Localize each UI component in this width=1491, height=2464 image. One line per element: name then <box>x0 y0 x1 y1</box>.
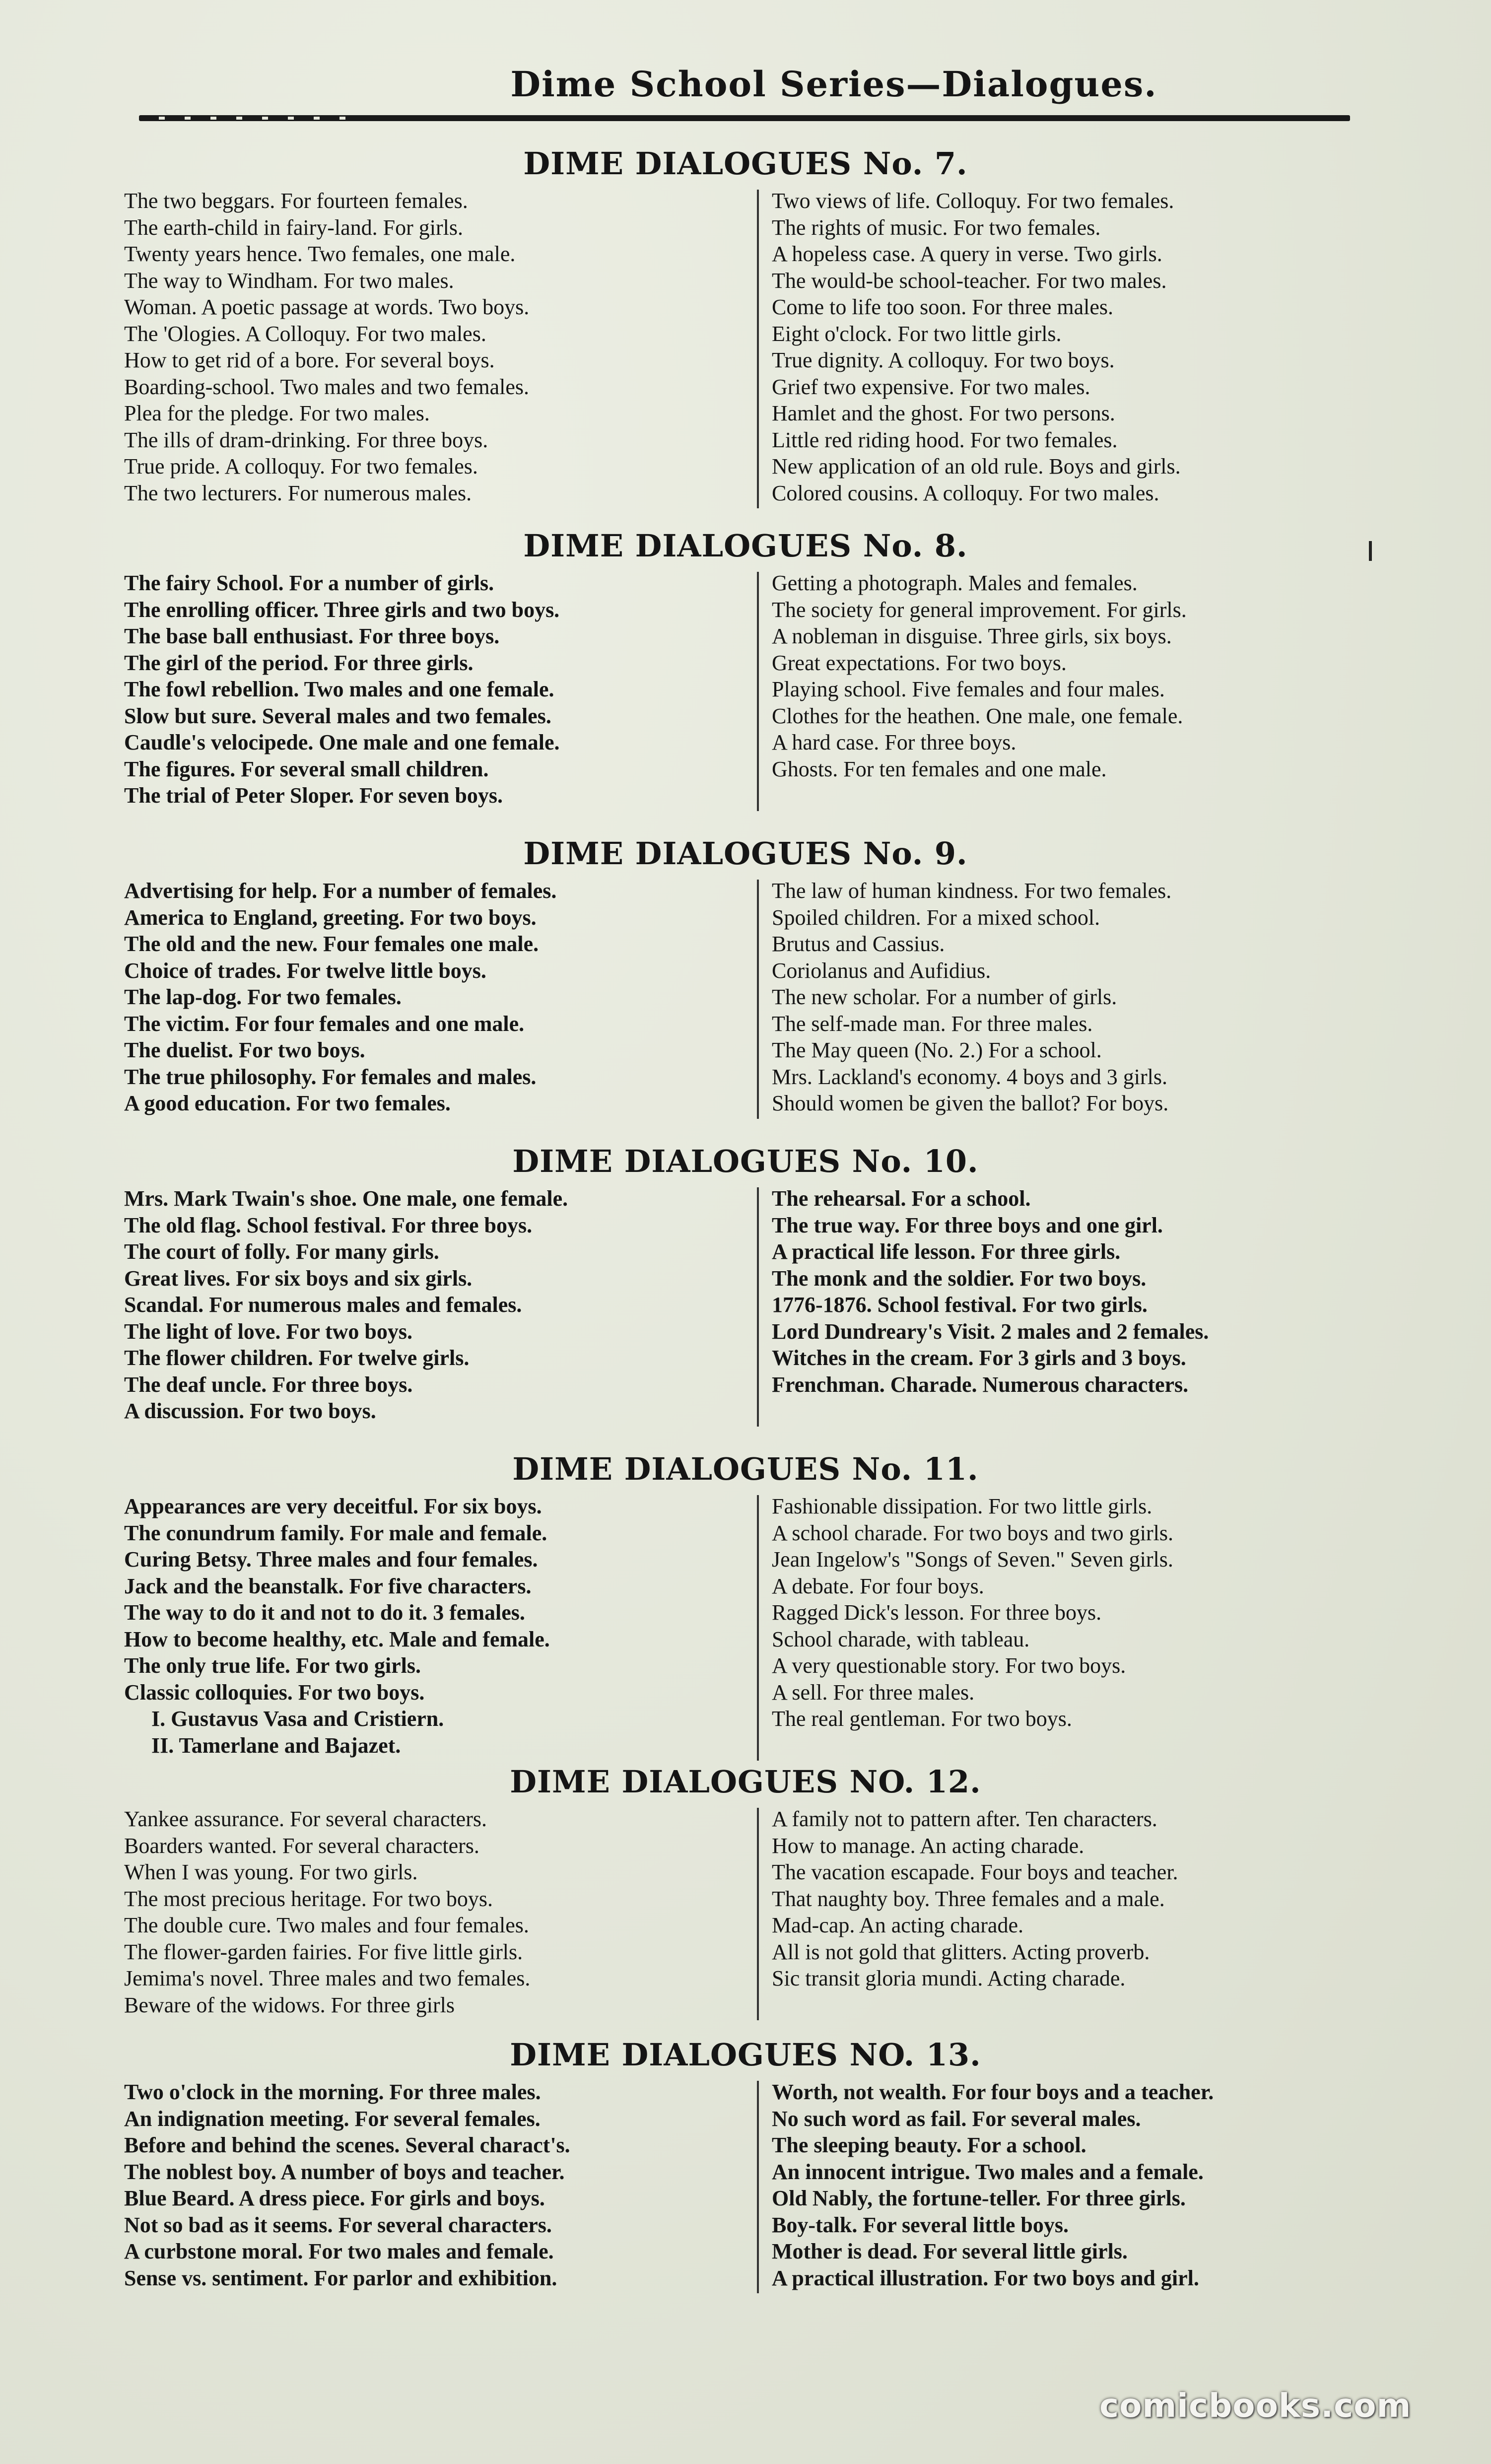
dialogue-entry: Mad-cap. An acting charade. <box>772 1913 1023 1937</box>
dialogue-entry: Woman. A poetic passage at words. Two boys. <box>124 295 530 319</box>
dialogue-entry: A debate. For four boys. <box>772 1574 984 1598</box>
dialogue-entry: Jean Ingelow's "Songs of Seven." Seven girls. <box>772 1547 1173 1572</box>
dialogue-entry: True dignity. A colloquy. For two boys. <box>772 348 1115 372</box>
dialogue-entry: The court of folly. For many girls. <box>124 1239 439 1264</box>
dialogue-entry: Great expectations. For two boys. <box>772 650 1067 675</box>
dialogue-entry: The way to do it and not to do it. 3 females. <box>124 1600 525 1625</box>
dialogue-entry: The ills of dram-drinking. For three boys. <box>124 427 488 452</box>
dialogue-list-left <box>124 2079 754 2291</box>
section-title: DIME DIALOGUES NO. 12. <box>510 1764 981 1800</box>
dialogue-entry: The only true life. For two girls. <box>124 1653 421 1678</box>
dialogue-entry: Mrs. Mark Twain's shoe. One male, one female. <box>124 1186 568 1211</box>
dialogue-entry: Sic transit gloria mundi. Acting charade. <box>772 1966 1126 1990</box>
column-divider <box>757 2081 759 2293</box>
dialogue-list-left <box>124 1806 754 2018</box>
dialogue-entry: Plea for the pledge. For two males. <box>124 401 430 425</box>
dialogue-entry: Come to life too soon. For three males. <box>772 295 1113 319</box>
dialogue-entry: The trial of Peter Sloper. For seven boys. <box>124 783 503 808</box>
watermark: comicbooks.com <box>1099 2387 1412 2425</box>
page-header: Dime School Series—Dialogues. <box>510 64 1157 105</box>
dialogue-entry: A nobleman in disguise. Three girls, six boys. <box>772 624 1172 648</box>
dialogue-entry: The earth-child in fairy-land. For girls. <box>124 215 464 240</box>
dialogue-entry: A school charade. For two boys and two girls. <box>772 1520 1173 1545</box>
dialogue-list-right <box>772 1493 1382 1732</box>
dialogue-entry: The fairy School. For a number of girls. <box>124 571 494 595</box>
dialogue-entry: A discussion. For two boys. <box>124 1399 376 1423</box>
column-divider <box>757 880 759 1119</box>
dialogue-entry: Grief two expensive. For two males. <box>772 374 1090 399</box>
dialogue-entry: The old and the new. Four females one male. <box>124 932 539 956</box>
dialogue-list-left <box>124 878 754 1117</box>
dialogue-entry: Jemima's novel. Three males and two females. <box>124 1966 531 1990</box>
section-title: DIME DIALOGUES No. 10. <box>512 1143 979 1179</box>
dialogue-entry: Clothes for the heathen. One male, one female. <box>772 703 1183 728</box>
dialogue-entry: A good education. For two females. <box>124 1091 451 1115</box>
dialogue-list-right <box>772 2079 1382 2291</box>
dialogue-entry: America to England, greeting. For two boys. <box>124 905 537 930</box>
dialogue-entry: An innocent intrigue. Two males and a female. <box>772 2159 1204 2184</box>
dialogue-entry: Yankee assurance. For several characters. <box>124 1807 487 1831</box>
dialogue-entry: Fashionable dissipation. For two little girls. <box>772 1494 1152 1518</box>
dialogue-entry: Sense vs. sentiment. For parlor and exhibition. <box>124 2265 557 2290</box>
dialogue-entry: The enrolling officer. Three girls and two boys. <box>124 597 560 622</box>
dialogue-entry: Ghosts. For ten females and one male. <box>772 756 1107 781</box>
dialogue-entry: A sell. For three males. <box>772 1680 975 1705</box>
dialogue-entry: Witches in the cream. For 3 girls and 3 boys. <box>772 1346 1186 1370</box>
dialogue-entry: Spoiled children. For a mixed school. <box>772 905 1100 930</box>
dialogue-entry: The society for general improvement. For girls. <box>772 597 1187 622</box>
dialogue-entry: The noblest boy. A number of boys and teacher. <box>124 2159 565 2184</box>
dialogue-entry: How to manage. An acting charade. <box>772 1833 1084 1858</box>
dialogue-entry: The sleeping beauty. For a school. <box>772 2133 1086 2157</box>
dialogue-entry: A curbstone moral. For two males and female. <box>124 2239 554 2263</box>
dialogue-entry: The lap-dog. For two females. <box>124 985 402 1009</box>
dialogue-entry: Colored cousins. A colloquy. For two males. <box>772 480 1159 505</box>
dialogue-entry: Two views of life. Colloquy. For two females. <box>772 189 1174 213</box>
dialogue-entry: The duelist. For two boys. <box>124 1038 365 1062</box>
dialogue-entry: The monk and the soldier. For two boys. <box>772 1266 1147 1291</box>
dialogue-entry: Appearances are very deceitful. For six boys. <box>124 1494 542 1518</box>
dialogue-entry: No such word as fail. For several males. <box>772 2106 1141 2131</box>
dialogue-entry: The two beggars. For fourteen females. <box>124 189 468 213</box>
section-title: DIME DIALOGUES No. 8. <box>523 528 968 564</box>
dialogue-entry: A hard case. For three boys. <box>772 730 1017 754</box>
dialogue-entry: The flower-garden fairies. For five little girls. <box>124 1939 523 1964</box>
dialogue-list-left <box>124 188 754 506</box>
dialogue-entry: The deaf uncle. For three boys. <box>124 1372 413 1397</box>
dialogue-entry: Playing school. Five females and four males. <box>772 677 1165 701</box>
dialogue-entry: Boy-talk. For several little boys. <box>772 2212 1069 2237</box>
dialogue-entry: New application of an old rule. Boys and girls. <box>772 454 1181 479</box>
dialogue-entry: The base ball enthusiast. For three boys. <box>124 624 500 648</box>
dialogue-entry: A practical illustration. For two boys and girl. <box>772 2265 1199 2290</box>
dialogue-entry: Beware of the widows. For three girls <box>124 1992 455 2017</box>
dialogue-entry: The fowl rebellion. Two males and one female. <box>124 677 554 701</box>
dialogue-entry: Eight o'clock. For two little girls. <box>772 321 1062 346</box>
dialogue-entry: Lord Dundreary's Visit. 2 males and 2 females. <box>772 1319 1209 1344</box>
dialogue-entry: Not so bad as it seems. For several characters. <box>124 2212 552 2237</box>
dialogue-list-right <box>772 188 1382 506</box>
dialogue-entry: True pride. A colloquy. For two females. <box>124 454 478 479</box>
header-rule <box>139 115 1350 121</box>
dialogue-entry: Curing Betsy. Three males and four females. <box>124 1547 538 1572</box>
dialogue-entry: Mother is dead. For several little girls. <box>772 2239 1128 2263</box>
dialogue-entry: Boarders wanted. For several characters. <box>124 1833 479 1858</box>
dialogue-entry: Choice of trades. For twelve little boys. <box>124 958 486 983</box>
dialogue-list-left <box>124 1493 754 1759</box>
dialogue-entry: School charade, with tableau. <box>772 1627 1030 1651</box>
dialogue-entry: The law of human kindness. For two females. <box>772 879 1172 903</box>
column-divider <box>757 1187 759 1427</box>
dialogue-entry: The light of love. For two boys. <box>124 1319 412 1344</box>
dialogue-entry: The way to Windham. For two males. <box>124 268 454 293</box>
dialogue-entry: The May queen (No. 2.) For a school. <box>772 1038 1102 1062</box>
dialogue-entry: The double cure. Two males and four females. <box>124 1913 529 1937</box>
dialogue-entry: Jack and the beanstalk. For five characters. <box>124 1574 532 1598</box>
column-divider <box>757 572 759 811</box>
dialogue-entry: Worth, not wealth. For four boys and a teacher. <box>772 2080 1214 2104</box>
dialogue-entry: The true way. For three boys and one girl. <box>772 1213 1163 1237</box>
dialogue-entry: The old flag. School festival. For three boys. <box>124 1213 533 1237</box>
dialogue-entry: Boarding-school. Two males and two females. <box>124 374 530 399</box>
dialogue-entry: Twenty years hence. Two females, one male. <box>124 242 516 266</box>
dialogue-entry: The most precious heritage. For two boys. <box>124 1886 493 1911</box>
dialogue-entry: An indignation meeting. For several females. <box>124 2106 541 2131</box>
dialogue-list-right <box>772 1185 1382 1398</box>
dialogue-entry: The girl of the period. For three girls. <box>124 650 474 675</box>
dialogue-entry: Slow but sure. Several males and two females. <box>124 703 551 728</box>
dialogue-entry: Before and behind the scenes. Several charact's. <box>124 2133 570 2157</box>
dialogue-entry: Getting a photograph. Males and females. <box>772 571 1138 595</box>
dialogue-entry: The 'Ologies. A Colloquy. For two males. <box>124 321 486 346</box>
dialogue-entry: Coriolanus and Aufidius. <box>772 958 991 983</box>
dialogue-entry: Little red riding hood. For two females. <box>772 427 1118 452</box>
dialogue-entry: The flower children. For twelve girls. <box>124 1346 470 1370</box>
dialogue-entry: How to get rid of a bore. For several boys. <box>124 348 495 372</box>
dialogue-entry: 1776-1876. School festival. For two girls. <box>772 1293 1148 1317</box>
dialogue-list-right <box>772 878 1382 1117</box>
dialogue-list-left <box>124 570 754 809</box>
section-title: DIME DIALOGUES No. 11. <box>512 1451 979 1487</box>
dialogue-entry: Hamlet and the ghost. For two persons. <box>772 401 1115 425</box>
dialogue-entry: The vacation escapade. Four boys and teacher. <box>772 1860 1178 1884</box>
dialogue-entry: Ragged Dick's lesson. For three boys. <box>772 1600 1102 1625</box>
dialogue-entry: The conundrum family. For male and female. <box>124 1520 547 1545</box>
column-divider <box>757 190 759 508</box>
dialogue-entry: Two o'clock in the morning. For three males. <box>124 2080 541 2104</box>
dialogue-entry: Advertising for help. For a number of females. <box>124 879 557 903</box>
dialogue-list-left <box>124 1185 754 1425</box>
dialogue-entry: A hopeless case. A query in verse. Two girls. <box>772 242 1162 266</box>
dialogue-entry: I. Gustavus Vasa and Cristiern. <box>151 1707 444 1731</box>
section-title: DIME DIALOGUES No. 9. <box>523 835 968 872</box>
dialogue-entry: Caudle's velocipede. One male and one female. <box>124 730 560 754</box>
dialogue-list-right <box>772 1806 1382 1992</box>
dialogue-entry: Should women be given the ballot? For boys. <box>772 1091 1169 1115</box>
dialogue-entry: The would-be school-teacher. For two males. <box>772 268 1167 293</box>
dialogue-entry: Frenchman. Charade. Numerous characters. <box>772 1372 1189 1397</box>
dialogue-entry: Blue Beard. A dress piece. For girls and boys. <box>124 2186 545 2210</box>
dialogue-entry: A practical life lesson. For three girls. <box>772 1239 1121 1264</box>
dialogue-entry: Old Nably, the fortune-teller. For three girls. <box>772 2186 1186 2210</box>
section-title: DIME DIALOGUES No. 7. <box>523 145 968 182</box>
section-title: DIME DIALOGUES NO. 13. <box>510 2037 981 2073</box>
dialogue-entry: Classic colloquies. For two boys. <box>124 1680 425 1705</box>
dialogue-entry: The real gentleman. For two boys. <box>772 1707 1072 1731</box>
dialogue-entry: The rehearsal. For a school. <box>772 1186 1031 1211</box>
dialogue-entry: The self-made man. For three males. <box>772 1011 1093 1036</box>
dialogue-entry: II. Tamerlane and Bajazet. <box>151 1733 401 1758</box>
dialogue-entry: A family not to pattern after. Ten characters. <box>772 1807 1157 1831</box>
dialogue-entry: Mrs. Lackland's economy. 4 boys and 3 girls. <box>772 1064 1167 1089</box>
dialogue-entry: The victim. For four females and one male. <box>124 1011 525 1036</box>
dialogue-entry: The new scholar. For a number of girls. <box>772 985 1117 1009</box>
dialogue-entry: Scandal. For numerous males and females. <box>124 1293 522 1317</box>
dialogue-entry: The two lecturers. For numerous males. <box>124 480 472 505</box>
dialogue-entry: The true philosophy. For females and males. <box>124 1064 537 1089</box>
column-divider <box>757 1808 759 2020</box>
dialogue-entry: That naughty boy. Three females and a male. <box>772 1886 1165 1911</box>
dialogue-entry: How to become healthy, etc. Male and female. <box>124 1627 550 1651</box>
dialogue-entry: The figures. For several small children. <box>124 756 489 781</box>
dialogue-entry: Brutus and Cassius. <box>772 932 945 956</box>
column-divider <box>757 1495 759 1761</box>
dialogue-entry: A very questionable story. For two boys. <box>772 1653 1126 1678</box>
dialogue-entry: When I was young. For two girls. <box>124 1860 418 1884</box>
dialogue-list-right <box>772 570 1382 782</box>
dialogue-entry: The rights of music. For two females. <box>772 215 1101 240</box>
dialogue-entry: Great lives. For six boys and six girls. <box>124 1266 473 1291</box>
dialogue-entry: All is not gold that glitters. Acting proverb. <box>772 1939 1150 1964</box>
